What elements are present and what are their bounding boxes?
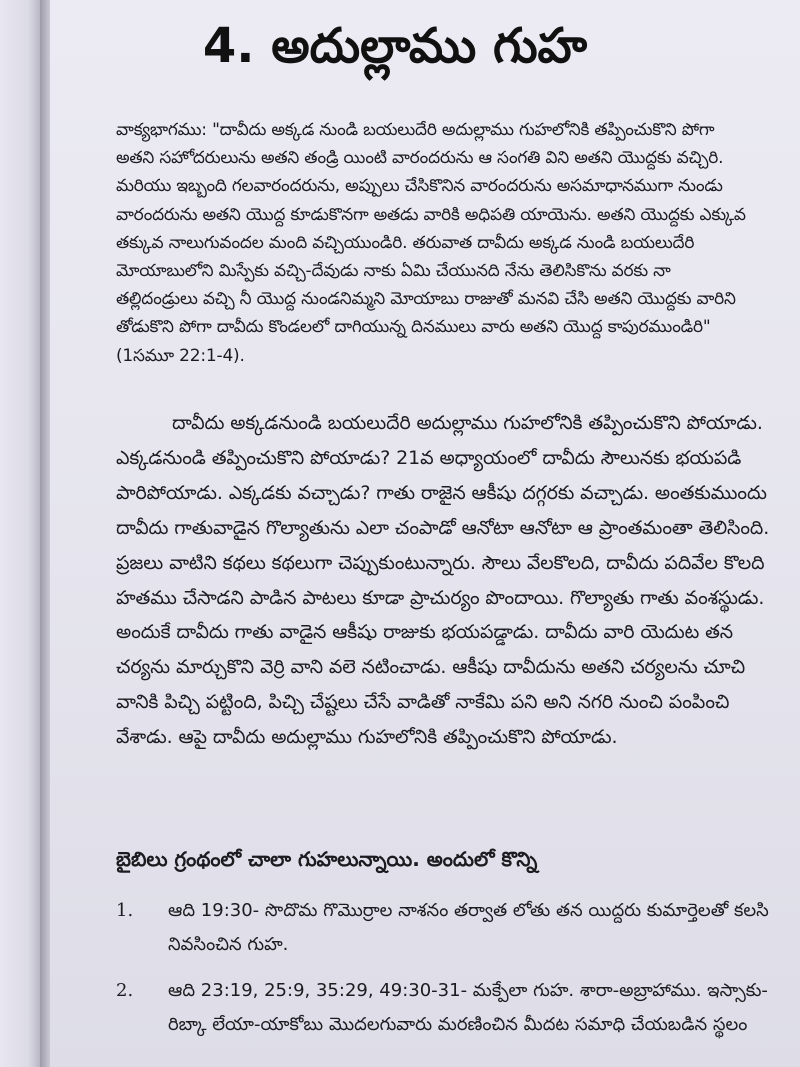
passage-reference: (1సమూ 22:1-4). (116, 345, 245, 366)
caves-list (116, 894, 780, 1054)
list-item-number: 2. (116, 980, 134, 1001)
scripture-passage (116, 116, 756, 370)
book-page (50, 0, 800, 1067)
chapter-title: 4. అదుల్లాము గుహ (202, 18, 588, 74)
passage-text: "దావీదు అక్కడ నుండి బయలుదేరి అదుల్లాము గుహలోనికి తప్పించుకొని పోగా అతని సహోదరులును అతని తండ్రి యింటి వారందరును ఆ సంగతి విని అతని యొద్దకు వచ్చిరి. మరియు ఇబ్బంది గలవారందరును, అప్పులు చేసికొనిన వారందరును అసమాధానముగా నుండు వారందరును అతని యొద్ద కూడుకొనగా అతడు వారికి అధిపతి యాయెను. అతని యొద్దకు ఎక్కువ తక్కువ నాలుగువందల మంది వచ్చియుండిరి. తరువాత దావీదు అక్కడ నుండి బయలుదేరి మోయాబులోని మిస్పేకు వచ్చి-దేవుడు నాకు ఏమి చేయునది నేను తెలిసికొను వరకు నా తల్లిదండ్రులు వచ్చి నీ యొద్ద నుండనిమ్మని మోయాబు రాజుతో మనవి చేసి అతని యొద్దకు వారిని తోడుకొని పోగా దావీదు కొండలలో దాగియున్న దినములు వారు అతని యొద్ద కాపురముండిరి" (116, 120, 746, 338)
list-item-text: ఆది 23:19, 25:9, 35:29, 49:30-31- మక్పేలా గుహ. శారా-అబ్రాహాము. ఇస్సాకు-రిబ్కా లేయా-యాకోబు మొదలగువారు మరణించిన మీదట సమాధి చేయబడిన స్థలం (168, 980, 768, 1035)
list-item (116, 974, 780, 1042)
passage-label: వాక్యభాగము: (116, 120, 207, 140)
body-paragraph: దావీదు అక్కడనుండి బయలుదేరి అదుల్లాము గుహలోనికి తప్పించుకొని పోయాడు. ఎక్కడనుండి తప్పించుకొని పోయాడు? 21వ అధ్యాయంలో దావీదు సౌలునకు భయపడి పారిపోయాడు. ఎక్కడకు వచ్చాడు? గాతు రాజైన ఆకీషు దగ్గరకు వచ్చాడు. అంతకుముందు దావీదు గాతువాడైన గొల్యాతును ఎలా చంపాడో ఆనోటా ఆనోటా ఆ ప్రాంతమంతా తెలిసింది. ప్రజలు వాటిని కథలు కథలుగా చెప్పుకుంటున్నారు. సౌలు వేలకొలది, దావీదు పదివేల కొలది హతము చేసాడని పాడిన పాటలు కూడా ప్రాచుర్యం పొందాయి. గొల్యాతు గాతు వంశస్థుడు. అందుకే దావీదు గాతు వాడైన ఆకీషు రాజుకు భయపడ్డాడు. దావీదు వారి యెదుట తన చర్యను మార్చుకొని వెర్రి వాని వలె నటించాడు. ఆకీషు దావీదును అతని చర్యలను చూచి వానికి పిచ్చి పట్టింది, పిచ్చి చేష్టలు చేసే వాడితో నాకేమి పని అని నగరి నుంచి పంపించి వేశాడు. ఆపై దావీదు అదుల్లాము గుహలోనికి తప్పించుకొని పోయాడు. (116, 412, 770, 749)
previous-page-edge (0, 0, 40, 1067)
list-item (116, 894, 780, 962)
list-item-text: ఆది 19:30- సొదొమ గొమొర్రాల నాశనం తర్వాత లోతు తన యిద్దరు కుమార్తెలతో కలసి నివసించిన గుహ. (168, 900, 769, 955)
list-item-number: 1. (116, 900, 134, 921)
book-spine (40, 0, 50, 1067)
section-heading: బైబిలు గ్రంథంలో చాలా గుహలున్నాయి. అందులో కొన్ని (116, 847, 538, 871)
